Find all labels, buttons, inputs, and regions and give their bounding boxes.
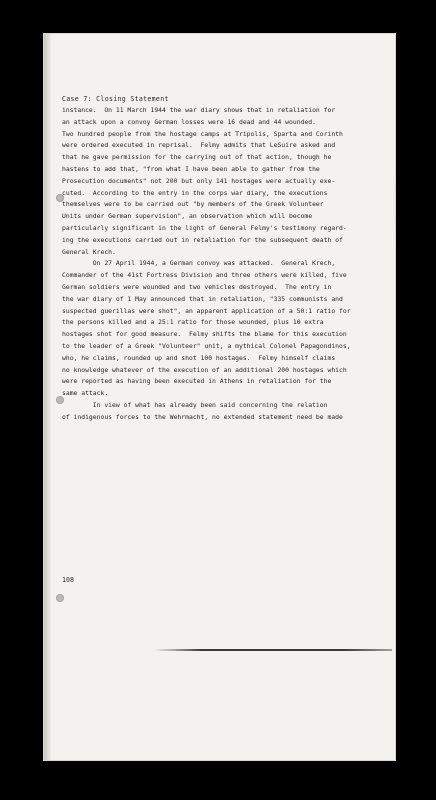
text-line: Two hundred people from the hostage camps at Tripolis, Sparta and Corinth: [62, 129, 343, 138]
horizontal-rule: [154, 649, 392, 651]
text-line: the persons killed and a 25:1 ratio for those wounded, plus 10 extra: [62, 318, 324, 327]
text-line: who, he claims, rounded up and shot 100 hostages. Felmy himself claims: [62, 353, 336, 362]
text-line: hastens to add that, "from what I have been able to gather from the: [62, 164, 320, 173]
text-line: particularly significant in the light of General Felmy's testimony regard-: [62, 223, 347, 232]
text-line: themselves were to be carried out "by members of the Greek Volunteer: [62, 200, 324, 209]
text-line: General Krech.: [62, 247, 116, 256]
text-line: were reported as having been executed in Athens in retaliation for the: [62, 377, 332, 386]
text-line: to the leader of a Greek "Volunteer" unit, a mythical Colonel Papagondinos,: [62, 341, 351, 350]
text-line: hostages shot for good measure. Felmy shifts the blame for this execution: [62, 330, 347, 339]
text-line: ing the executions carried out in retaliation for the subsequent death of: [62, 235, 343, 244]
text-line: of indigenous forces to the Wehrmacht, no extended statement need be made: [62, 412, 343, 421]
text-line: On 27 April 1944, a German convoy was attacked. General Krech,: [62, 259, 336, 268]
punch-hole: [56, 594, 64, 602]
binding-edge: [44, 34, 51, 760]
text-line: Commander of the 41st Fortress Division and three others were killed, five: [62, 271, 347, 280]
text-line: Units under German supervision", an observation which will become: [62, 212, 313, 221]
text-line: an attack upon a convoy German losses were 16 dead and 44 wounded.: [62, 117, 316, 126]
text-line: were ordered executed in reprisal. Felmy admits that LeSuire asked and: [62, 141, 336, 150]
text-line: In view of what has already been said concerning the relation: [62, 400, 328, 409]
text-line: that he gave permission for the carrying out of that action, though he: [62, 153, 332, 162]
document-body: [62, 105, 392, 424]
paper-smudge: [392, 166, 432, 246]
page-number: 108: [62, 576, 74, 584]
text-line: instance. On 11 March 1944 the war diary shows that in retaliation for: [62, 106, 336, 114]
text-line: cuted. According to the entry in the corps war diary, the executions: [62, 188, 328, 197]
document-header: Case 7: Closing Statement: [62, 95, 169, 103]
text-line: German soldiers were wounded and two vehicles destroyed. The entry in: [62, 282, 332, 291]
text-line: no knowledge whatever of the execution of an additional 200 hostages which: [62, 365, 347, 374]
text-line: Prosecution documents" not 200 but only 141 hostages were actually exe-: [62, 176, 336, 185]
text-line: suspected guerillas were shot", an apparent application of a 50:1 ratio for: [62, 306, 351, 315]
text-line: same attack.: [62, 389, 109, 398]
text-line: the war diary of 1 May announced that in retaliation, "335 communists and: [62, 294, 343, 303]
